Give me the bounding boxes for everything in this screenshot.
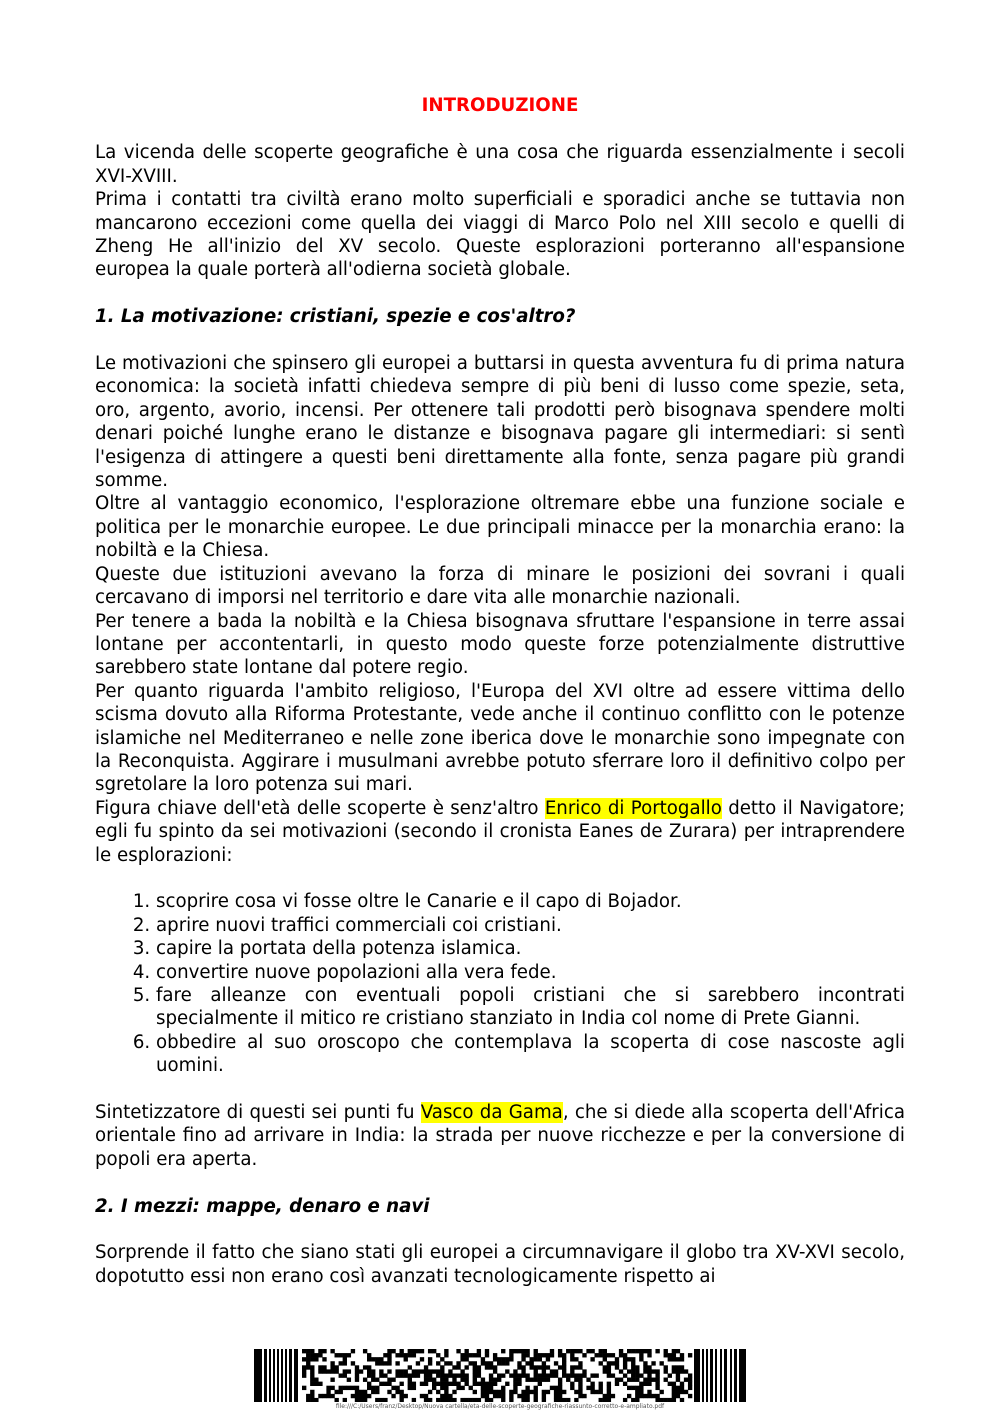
section-1-heading: 1. La motivazione: cristiani, spezie e cos'altro? — [95, 306, 576, 328]
enrico-highlight: Enrico di Portogallo — [544, 797, 722, 819]
section-1-paragraph-5: Per quanto riguarda l'ambito religioso, l'Europa del XVI oltre ad essere vittima dello scisma dovuto alla Riforma Protestante, vede anche il continuo conflitto con le potenze islamiche nel Mediterraneo e nelle zone iberica dove le monarchie sono impegnate con la Reconquista. Aggirare i musulmani avrebbe potuto sferrare loro il definitivo colpo per sgretolare la loro potenza sui mari. — [95, 680, 905, 796]
section-1-paragraph-4: Per tenere a bada la nobiltà e la Chiesa bisognava sfruttare l'espansione in terre assai lontane per accontentarli, in questo modo queste forze potenzialmente distruttive sarebbero state lontane dal potere regio. — [95, 610, 905, 679]
barcode-icon — [254, 1349, 746, 1402]
intro-paragraph-1: La vicenda delle scoperte geografiche è una cosa che riguarda essenzialmente i secoli XVI-XVIII. — [95, 142, 905, 187]
list-item: 2. aprire nuovi traffici commerciali coi cristiani. — [156, 914, 905, 937]
list-item: 4. convertire nuove popolazioni alla vera fede. — [156, 961, 905, 984]
list-item: 5. fare alleanze con eventuali popoli cristiani che si sarebbero incontrati specialmente il mitico re cristiano stanziato in India col nome di Prete Gianni. — [156, 984, 905, 1031]
vasco-text-before: Sintetizzatore di questi sei punti fu — [95, 1102, 421, 1123]
intro-paragraph-2: Prima i contatti tra civiltà erano molto superficiali e sporadici anche se tuttavia non mancarono eccezioni come quella dei viaggi di Marco Polo nel XIII secolo e quelli di Zheng He all'inizio del XV secolo. Queste esplorazioni porteranno all'espansione europea la quale porterà all'odierna società globale. — [95, 189, 905, 281]
vasco-highlight: Vasco da Gama — [420, 1102, 563, 1123]
file-path-footer: file:///C:/Users/franz/Desktop/Nuova cartella/eta-delle-scoperte-geografiche-riassunto-corretto-e-ampliato.pdf — [335, 1403, 665, 1410]
enrico-paragraph — [95, 797, 905, 867]
spacer — [95, 282, 905, 305]
enrico-text-before: Figura chiave dell'età delle scoperte è senz'altro — [95, 797, 545, 819]
section-2-paragraph: Sorprende il fatto che siano stati gli europei a circumnavigare il globo tra XV-XVI secolo, dopotutto essi non erano così avanzati tecnologicamente rispetto ai — [95, 1242, 905, 1287]
section-1-paragraph-2: Oltre al vantaggio economico, l'esplorazione oltremare ebbe una funzione sociale e politica per le monarchie europee. Le due principali minacce per la monarchia erano: la nobiltà e la Chiesa. — [95, 493, 905, 562]
list-item: 1. scoprire cosa vi fosse oltre le Canarie e il capo di Bojador. — [156, 890, 905, 913]
spacer — [95, 329, 905, 352]
spacer — [95, 1171, 905, 1194]
motivations-list — [95, 890, 905, 1077]
section-2-heading: 2. I mezzi: mappe, denaro e navi — [95, 1195, 430, 1217]
section-1-paragraph-1: Le motivazioni che spinsero gli europei a buttarsi in questa avventura fu di prima natura economica: la società infatti chiedeva sempre di più beni di lusso come spezie, seta, oro, argento, avorio, incensi. Per ottenere tali prodotti però bisognava spendere molti denari poiché lunghe erano le distanze e bisognava pagare gli intermediari: si sentì l'esigenza di attingere a questi beni direttamente alla fonte, senza pagare più grandi somme. — [95, 353, 905, 492]
section-1-paragraph-3: Queste due istituzioni avevano la forza di minare le posizioni dei sovrani i quali cercavano di imporsi nel territorio e dare vita alle monarchie nazionali. — [95, 563, 905, 609]
spacer — [95, 1218, 905, 1241]
list-item: 3. capire la portata della potenza islamica. — [156, 937, 905, 960]
enrico-text-after: detto il Navigatore; egli fu spinto da sei motivazioni (secondo il cronista Eanes de Zurara) per intraprendere le esplorazioni: — [95, 797, 905, 866]
list-item: 6. obbedire al suo oroscopo che contemplava la scoperta di cose nascoste agli uomini. — [156, 1031, 905, 1078]
spacer — [95, 867, 905, 890]
spacer — [95, 1078, 905, 1101]
page-title: INTRODUZIONE — [421, 95, 579, 116]
vasco-paragraph — [95, 1101, 905, 1171]
vasco-text-after: , che si diede alla scoperta dell'Africa orientale fino ad arrivare in India: la strada per nuove ricchezze e per la conversione di popoli era aperta. — [95, 1102, 905, 1170]
document-page — [95, 94, 905, 1288]
